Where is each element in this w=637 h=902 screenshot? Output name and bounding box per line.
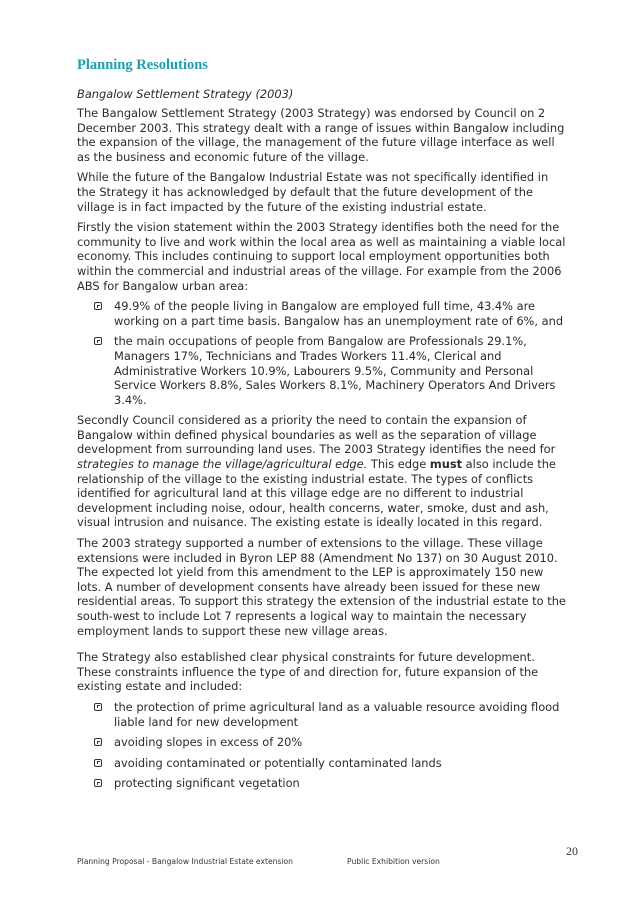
bullet-list-employment	[77, 299, 569, 407]
checkbox-bullet-icon	[94, 759, 102, 767]
checkbox-bullet-icon	[94, 337, 102, 345]
list-item-text: protecting significant vegetation	[114, 776, 300, 791]
list-item-text: avoiding contaminated or potentially contaminated lands	[114, 755, 442, 770]
list-item-text: the main occupations of people from Bangalow are Professionals 29.1%, Managers 17%, Technicians and Trades Workers 11.4%, Clerical and Administrative Workers 10.9%, Labourers 9.5%, Community and Personal Service Workers 8.8%, Sales Workers 8.1%, Machinery Operators And Drivers 3.4%.	[114, 334, 556, 407]
paragraph-4-bold: must	[429, 457, 463, 472]
list-item-text: avoiding slopes in excess of 20%	[114, 735, 303, 750]
footer-version: Public Exhibition version	[347, 857, 440, 866]
list-item	[77, 735, 569, 750]
paragraph-4-text-c: This edge	[367, 457, 430, 472]
list-item	[77, 299, 569, 328]
document-body	[77, 56, 569, 797]
list-item	[77, 700, 569, 729]
subsection-heading: Bangalow Settlement Strategy (2003)	[77, 87, 294, 101]
checkbox-bullet-icon	[94, 302, 102, 310]
checkbox-bullet-icon	[94, 703, 102, 711]
paragraph-5: The 2003 strategy supported a number of extensions to the village. These village extensions were included in Byron LEP 88 (Amendment No 137) on 30 August 2010. The expected lot yield from this amendment to the LEP is approximately 150 new lots. A number of development consents have already been issued for these new residential areas. To support this strategy the extension of the industrial estate to the south-west to include Lot 7 represents a logical way to maintain the necessary employment lands to support these new village areas.	[77, 536, 566, 638]
paragraph-4-text-a: Secondly Council considered as a priority the need to contain the expansion of Bangalow within defined physical boundaries as well as the separation of village development from surrounding land uses. The 2003 Strategy identifies the need for	[77, 413, 556, 457]
list-item-text: the protection of prime agricultural land as a valuable resource avoiding flood liable land for new development	[114, 699, 560, 729]
list-item	[77, 776, 569, 791]
footer-document-title: Planning Proposal - Bangalow Industrial Estate extension	[77, 857, 293, 866]
list-item	[77, 756, 569, 771]
paragraph-3: Firstly the vision statement within the 2003 Strategy identifies both the need for the community to live and work within the local area as well as maintaining a viable local economy. This includes continuing to support local employment opportunities both within the commercial and industrial areas of the village. For example from the 2006 ABS for Bangalow urban area:	[77, 220, 566, 293]
paragraph-2: While the future of the Bangalow Industrial Estate was not specifically identified in the Strategy it has acknowledged by default that the future development of the village is in fact impacted by the future of the existing industrial estate.	[77, 170, 549, 214]
bullet-list-constraints	[77, 700, 569, 791]
paragraph-4-text-e: also include the relationship of the village to the existing industrial estate. The types of conflicts identified for agricultural land at this village edge are no different to industrial development including noise, odour, health concerns, water, smoke, dust and ash, visual intrusion and nuisance. The existing estate is ideally located in this regard.	[77, 457, 556, 530]
checkbox-bullet-icon	[94, 779, 102, 787]
page-footer	[77, 857, 440, 866]
list-item-text: 49.9% of the people living in Bangalow are employed full time, 43.4% are working on a part time basis. Bangalow has an unemployment rate of 6%, and	[114, 299, 564, 328]
page-number: 20	[566, 844, 578, 858]
paragraph-1: The Bangalow Settlement Strategy (2003 Strategy) was endorsed by Council on 2 December 2003. This strategy dealt with a range of issues within Bangalow including the expansion of the village, the management of the future village interface as well as the business and economic future of the village.	[77, 106, 565, 164]
paragraph-6: The Strategy also established clear physical constraints for future development. These constraints influence the type of and direction for, future expansion of the existing estate and included:	[77, 650, 539, 694]
paragraph-4-emphasis: strategies to manage the village/agricultural edge.	[77, 457, 368, 472]
checkbox-bullet-icon	[94, 738, 102, 746]
list-item	[77, 334, 569, 407]
paragraph-4	[77, 413, 569, 530]
section-heading: Planning Resolutions	[77, 57, 208, 73]
